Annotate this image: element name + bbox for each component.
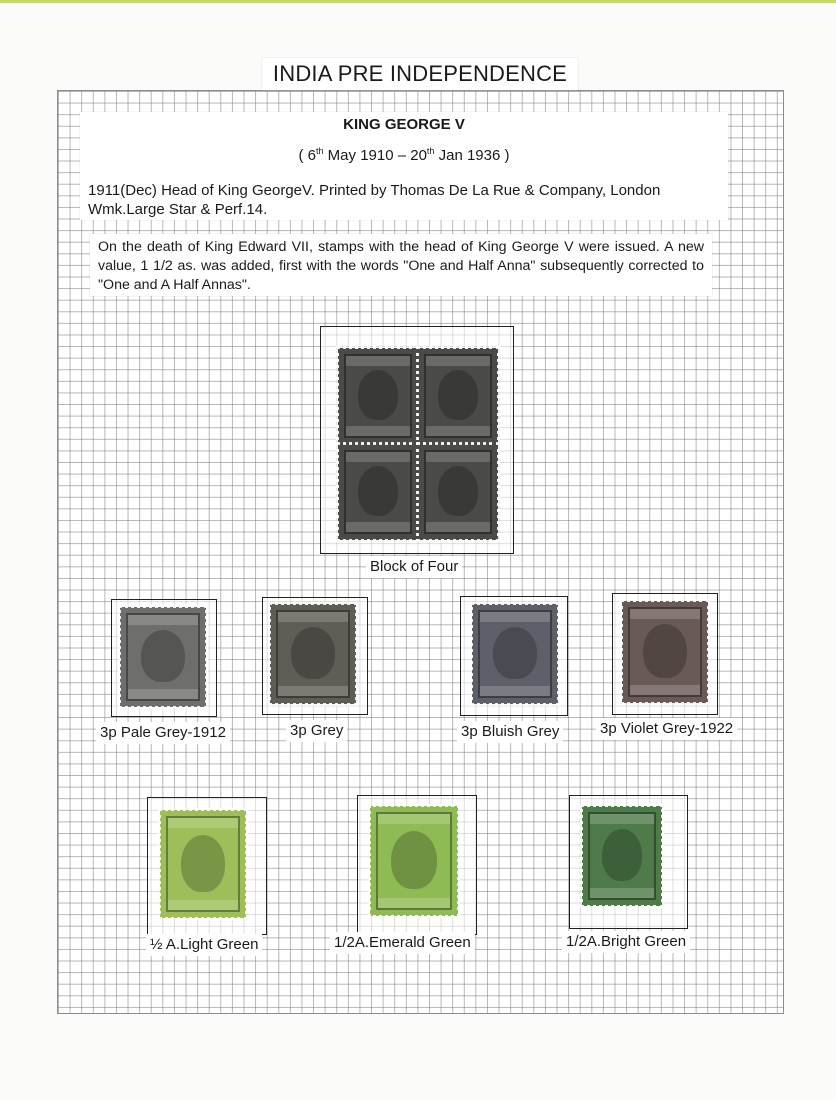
caption-grey: 3p Grey — [286, 720, 347, 742]
king-title: KING GEORGE V — [343, 116, 465, 133]
block-stamp-2 — [418, 348, 498, 444]
stamp-grey — [270, 604, 356, 704]
caption-violet-grey: 3p Violet Grey-1922 — [596, 718, 737, 740]
history-note — [90, 234, 712, 296]
stamp-bluish-grey — [472, 604, 558, 704]
caption-bright-green: 1/2A.Bright Green — [562, 931, 690, 953]
stamp-violet-grey — [622, 601, 708, 703]
history-note-text: On the death of King Edward VII, stamps with the head of King George V were issued. A new value, 1 1/2 as. was added, first with the words "One and Half Anna" subsequently corrected to "One and A Half Annas". — [98, 239, 704, 293]
caption-bluish-grey: 3p Bluish Grey — [457, 721, 563, 743]
block-stamp-1 — [338, 348, 418, 444]
page-top-edge — [0, 0, 836, 3]
caption-pale-grey: 3p Pale Grey-1912 — [96, 722, 230, 744]
reign-dates: ( 6th May 1910 – 20th Jan 1936 ) — [298, 146, 510, 164]
stamp-pale-grey — [120, 607, 206, 707]
stamp-bright-green — [582, 806, 662, 906]
stamp-light-green — [160, 810, 246, 918]
page-title: INDIA PRE INDEPENDENCE — [262, 58, 578, 91]
issue-description: 1911(Dec) Head of King GeorgeV. Printed by Thomas De La Rue & Company, London — [88, 182, 661, 199]
caption-block-of-four: Block of Four — [366, 556, 462, 578]
caption-emerald-green: 1/2A.Emerald Green — [330, 932, 475, 954]
caption-light-green: ½ A.Light Green — [146, 934, 262, 956]
block-stamp-4 — [418, 444, 498, 540]
watermark-perf: Wmk.Large Star & Perf.14. — [88, 201, 268, 218]
header-label — [80, 112, 728, 220]
block-stamp-3 — [338, 444, 418, 540]
stamp-emerald-green — [370, 806, 458, 916]
